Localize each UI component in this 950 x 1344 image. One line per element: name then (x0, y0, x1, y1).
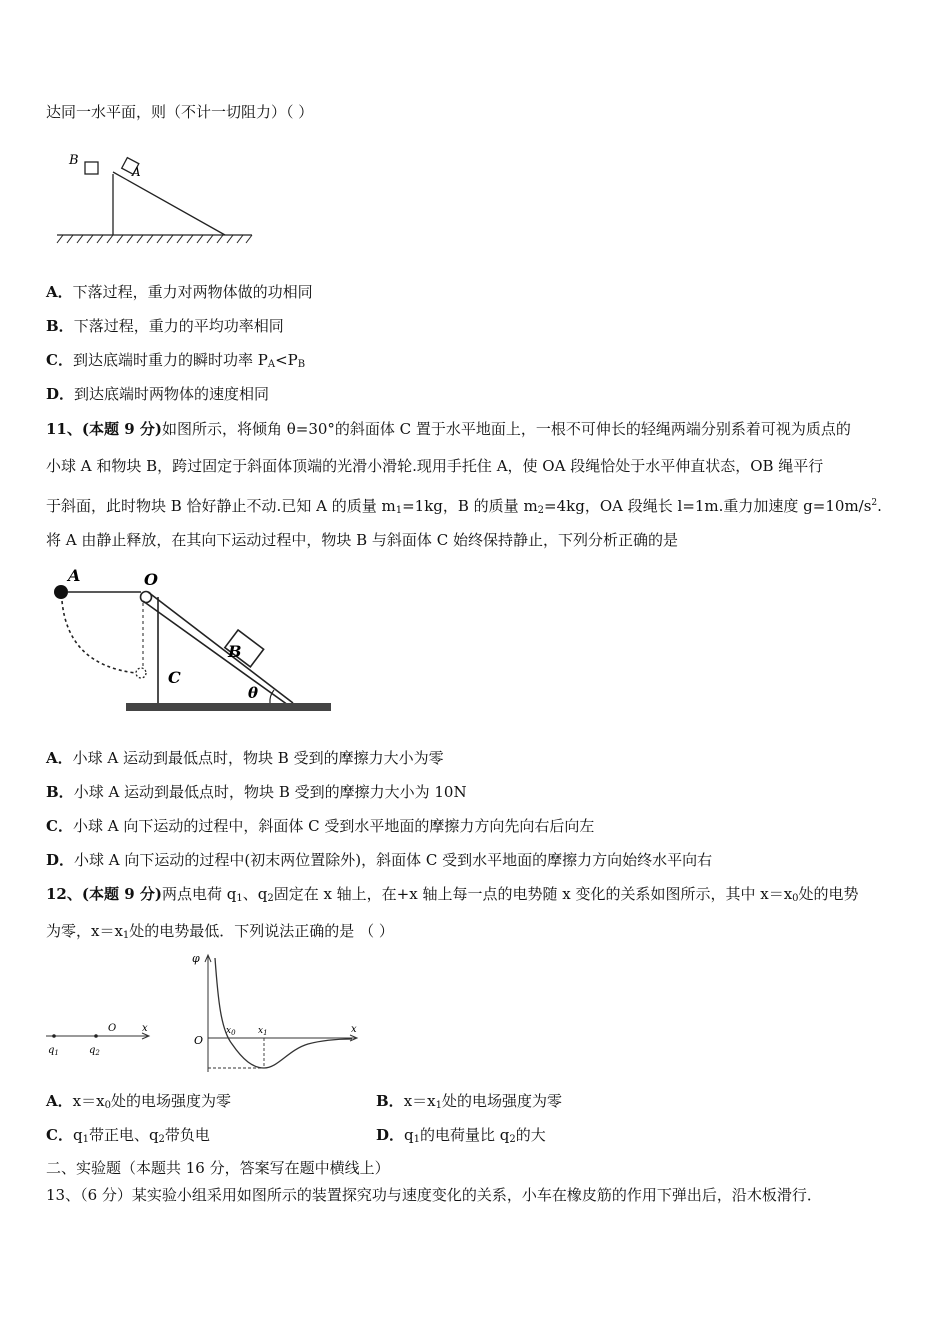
q10-option-b[interactable]: B．下落过程，重力的平均功率相同 (46, 317, 284, 335)
ball-a (54, 585, 68, 599)
q10-option-c[interactable]: C．到达底端时重力的瞬时功率 $P_A<P_B$ (46, 351, 306, 370)
q11-label-o: O (144, 570, 158, 589)
q10-label-b: B (69, 153, 79, 168)
q12-figure-potential (188, 950, 363, 1078)
q12-stem-line2: 为零，$x=x_1$处的电势最低．下列说法正确的是 （ ） (46, 922, 394, 941)
fig-right-phi: φ (192, 952, 200, 965)
q12-stem-line1: 12、(本题 9 分)两点电荷 $q_1$、$q_2$固定在 x 轴上，在+x 轴上每一点的电势随 x 变化的关系如图所示，其中 $x=x_0$处的电势 (46, 885, 859, 904)
q11-label-b: B (228, 642, 242, 661)
q12-option-b[interactable]: B．$x=x_1$处的电场强度为零 (376, 1092, 562, 1111)
q10-option-d[interactable]: D．到达底端时两物体的速度相同 (46, 385, 270, 403)
block-b (85, 162, 98, 174)
q12-option-c[interactable]: C．$q_1$带正电、$q_2$带负电 (46, 1126, 210, 1145)
q11-label-theta: θ (248, 684, 259, 702)
fig-right-x: x (351, 1024, 357, 1035)
q11-stem-line4: 将 A 由静止释放，在其向下运动过程中，物块 B 与斜面体 C 始终保持静止，下列分析正确的是 (46, 531, 678, 549)
ground (126, 703, 331, 711)
q11-option-a[interactable]: A．小球 A 运动到最低点时，物块 B 受到的摩擦力大小为零 (46, 749, 444, 767)
fig-left-o: O (108, 1023, 117, 1034)
q12-figure-charges (44, 1020, 156, 1060)
q10-label-a: A (132, 165, 141, 179)
q11-option-c[interactable]: C．小球 A 向下运动的过程中，斜面体 C 受到水平地面的摩擦力方向先向右后向左 (46, 817, 595, 835)
fig-left-x: x (142, 1023, 148, 1034)
q11-stem-line1: 11、(本题 9 分)如图所示，将倾角 θ=30°的斜面体 C 置于水平地面上，一根不可伸长的轻绳两端分别系着可视为质点的 (46, 420, 851, 438)
potential-curve (215, 958, 352, 1068)
q11-figure (48, 565, 338, 715)
q11-label-c: C (168, 668, 181, 687)
fig-left-q2: $q_2$ (89, 1045, 100, 1057)
q10-figure (55, 148, 260, 248)
q11-option-b[interactable]: B．小球 A 运动到最低点时，物块 B 受到的摩擦力大小为 10N (46, 783, 467, 801)
q10-stem-tail: 达同一水平面，则（不计一切阻力）（ ） (46, 103, 314, 121)
section-2-title: 二、实验题（本题共 16 分，答案写在题中横线上） (46, 1159, 390, 1177)
q13-stem: 13、（6 分）某实验小组采用如图所示的装置探究功与速度变化的关系，小车在橡皮筋的作用下弹出后，沿木板滑行． (46, 1186, 822, 1204)
fig-right-x0: $x_0$ (226, 1026, 236, 1037)
q11-stem-line2: 小球 A 和物块 B，跨过固定于斜面体顶端的光滑小滑轮.现用手托住 A，使 OA 段绳恰处于水平伸直状态，OB 绳平行 (46, 457, 824, 475)
fig-right-o: O (194, 1034, 204, 1047)
q12-option-d[interactable]: D．$q_1$的电荷量比 $q_2$的大 (376, 1126, 546, 1145)
fig-right-x1: $x_1$ (258, 1026, 268, 1037)
q12-option-a[interactable]: A．$x=x_0$处的电场强度为零 (46, 1092, 231, 1111)
q11-label-a: A (68, 566, 81, 585)
q11-stem-line3: 于斜面，此时物块 B 恰好静止不动.已知 A 的质量 $m_1=1kg$，B 的质量 $m_2=4kg$，OA 段绳长 l=1m.重力加速度 $g=10m/s^2$. (46, 497, 882, 516)
fig-left-q1: $q_1$ (48, 1045, 59, 1057)
q11-option-d[interactable]: D．小球 A 向下运动的过程中(初末两位置除外)，斜面体 C 受到水平地面的摩擦力方向始终水平向右 (46, 851, 713, 869)
q10-option-a[interactable]: A．下落过程，重力对两物体做的功相同 (46, 283, 313, 301)
